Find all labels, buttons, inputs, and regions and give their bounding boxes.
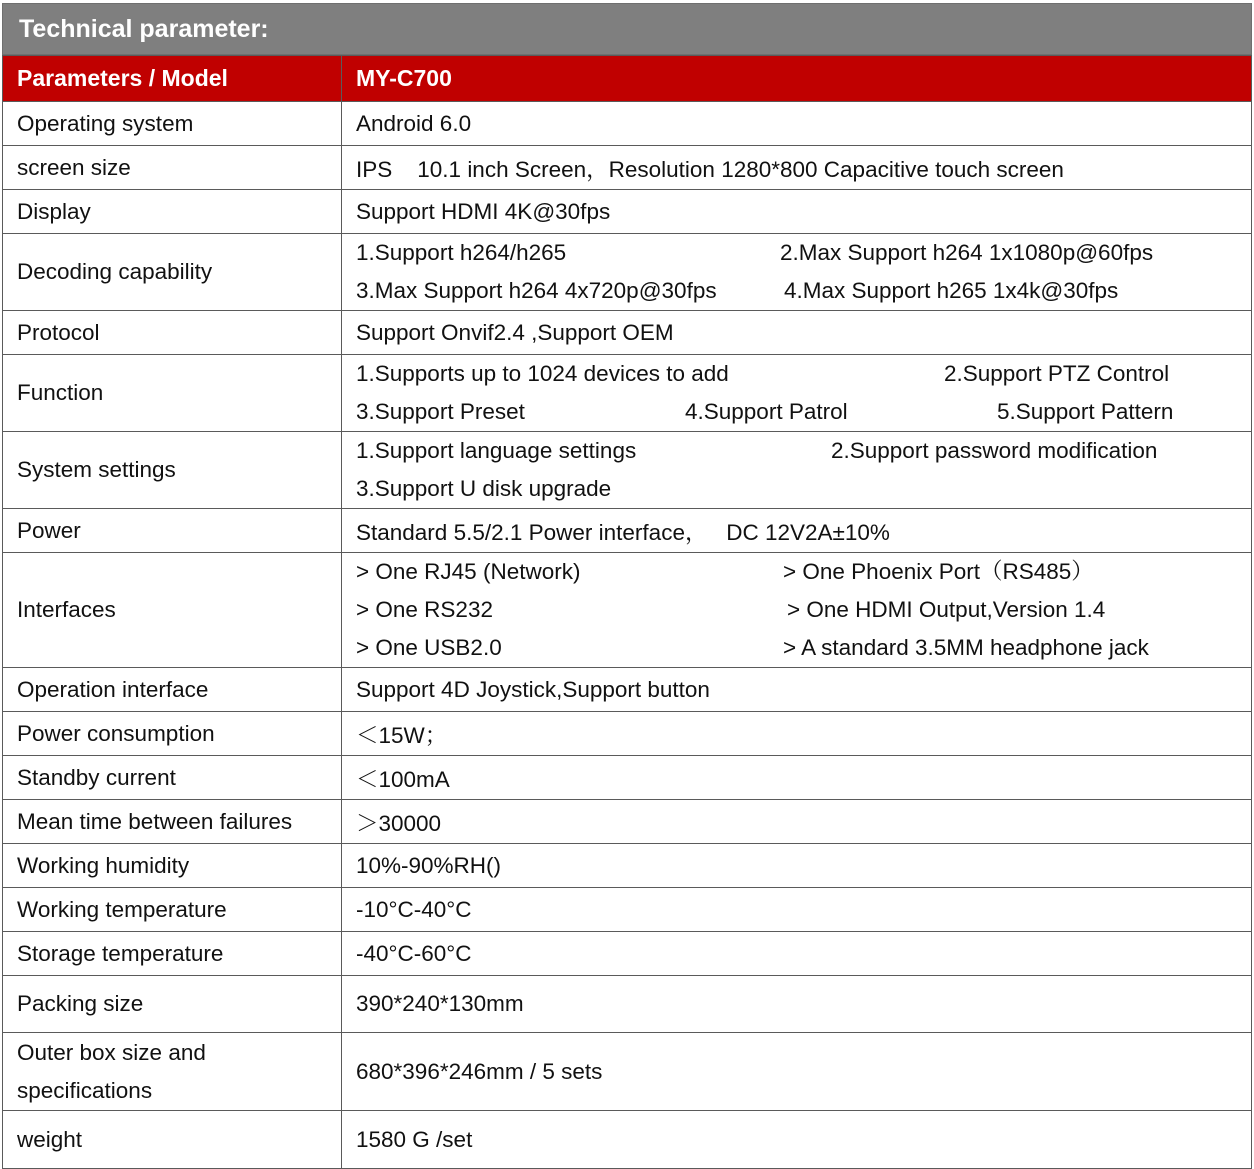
table-row	[3, 844, 1252, 888]
header-model: MY-C700	[342, 56, 1252, 102]
function-item: 1.Supports up to 1024 devices to add	[356, 361, 729, 386]
row-label: Decoding capability	[3, 234, 342, 311]
row-value: Support HDMI 4K@30fps	[342, 190, 1252, 234]
table-row	[3, 800, 1252, 844]
system-item: 2.Support password modification	[831, 438, 1158, 463]
row-label: weight	[3, 1111, 342, 1169]
row-label: Standby current	[3, 756, 342, 800]
function-item: 3.Support Preset	[356, 399, 525, 424]
table-header-row	[3, 56, 1252, 102]
row-label: Protocol	[3, 311, 342, 355]
row-value: ＞30000	[342, 800, 1252, 844]
table-row	[3, 888, 1252, 932]
header-parameters: Parameters / Model	[3, 56, 342, 102]
interface-item: > One RJ45 (Network)	[356, 559, 581, 584]
interface-item: > One Phoenix Port（RS485）	[783, 559, 1094, 584]
interface-item: > One RS232	[356, 597, 493, 622]
row-label: Working temperature	[3, 888, 342, 932]
table-row	[3, 146, 1252, 190]
row-label: Working humidity	[3, 844, 342, 888]
row-label: System settings	[3, 432, 342, 509]
row-value: -40°C-60°C	[342, 932, 1252, 976]
row-label-text: Outer box size and specifications	[17, 1039, 206, 1103]
row-value	[342, 234, 1252, 311]
spec-table	[2, 55, 1252, 1169]
interface-item: > A standard 3.5MM headphone jack	[783, 635, 1149, 660]
row-label: Mean time between failures	[3, 800, 342, 844]
table-row	[3, 1111, 1252, 1169]
function-item: 5.Support Pattern	[997, 399, 1174, 424]
row-value	[342, 355, 1252, 432]
row-label: Power consumption	[3, 712, 342, 756]
row-value: 10%-90%RH()	[342, 844, 1252, 888]
row-value	[342, 432, 1252, 509]
table-row	[3, 509, 1252, 553]
table-row	[3, 668, 1252, 712]
table-row	[3, 355, 1252, 432]
row-label: Operation interface	[3, 668, 342, 712]
row-value: ＜15W；	[342, 712, 1252, 756]
section-title: Technical parameter:	[2, 3, 1252, 55]
row-value: ＜100mA	[342, 756, 1252, 800]
table-row	[3, 553, 1252, 668]
row-value: 390*240*130mm	[342, 976, 1252, 1033]
interface-item: > One HDMI Output,Version 1.4	[787, 597, 1106, 622]
spec-sheet	[2, 3, 1252, 1169]
row-value: Standard 5.5/2.1 Power interface， DC 12V2A±10%	[342, 509, 1252, 553]
row-value: Support 4D Joystick,Support button	[342, 668, 1252, 712]
function-item: 2.Support PTZ Control	[944, 361, 1170, 386]
decoding-item: 3.Max Support h264 4x720p@30fps	[356, 278, 717, 303]
table-row	[3, 311, 1252, 355]
table-row	[3, 932, 1252, 976]
row-label: screen size	[3, 146, 342, 190]
row-value: -10°C-40°C	[342, 888, 1252, 932]
row-label: Interfaces	[3, 553, 342, 668]
row-label: Packing size	[3, 976, 342, 1033]
row-value: 1580 G /set	[342, 1111, 1252, 1169]
table-row	[3, 756, 1252, 800]
function-item: 4.Support Patrol	[685, 399, 848, 424]
system-item: 3.Support U disk upgrade	[356, 476, 612, 501]
row-label	[3, 1033, 342, 1111]
decoding-item: 2.Max Support h264 1x1080p@60fps	[780, 240, 1154, 265]
decoding-item: 4.Max Support h265 1x4k@30fps	[784, 278, 1119, 303]
row-value: Android 6.0	[342, 102, 1252, 146]
interface-item: > One USB2.0	[356, 635, 502, 660]
row-label: Function	[3, 355, 342, 432]
row-label: Display	[3, 190, 342, 234]
row-label: Power	[3, 509, 342, 553]
table-row	[3, 976, 1252, 1033]
table-row	[3, 190, 1252, 234]
table-row	[3, 712, 1252, 756]
row-label: Storage temperature	[3, 932, 342, 976]
table-row	[3, 432, 1252, 509]
row-value: Support Onvif2.4 ,Support OEM	[342, 311, 1252, 355]
table-row	[3, 234, 1252, 311]
system-item: 1.Support language settings	[356, 438, 637, 463]
table-row	[3, 102, 1252, 146]
row-value: 680*396*246mm / 5 sets	[342, 1033, 1252, 1111]
table-row	[3, 1033, 1252, 1111]
row-value: IPS 10.1 inch Screen，Resolution 1280*800 Capacitive touch screen	[342, 146, 1252, 190]
row-value	[342, 553, 1252, 668]
decoding-item: 1.Support h264/h265	[356, 240, 567, 265]
row-label: Operating system	[3, 102, 342, 146]
